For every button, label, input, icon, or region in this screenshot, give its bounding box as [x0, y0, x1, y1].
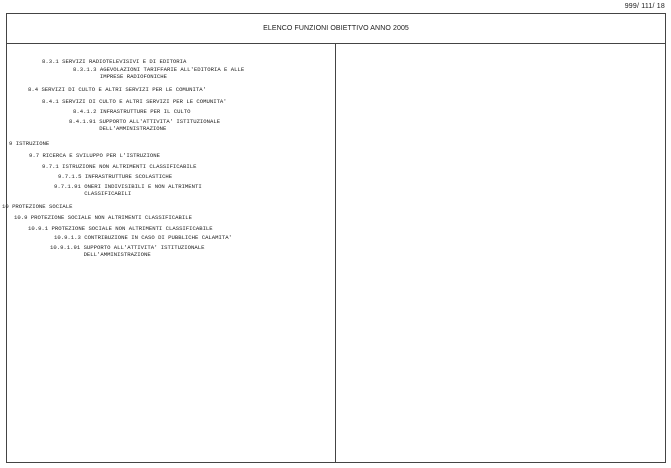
entry-description: ONERI INDIVISIBILI E NON ALTRIMENTI CLASSIFICABILI	[84, 183, 202, 197]
document-frame	[2, 13, 666, 463]
list-item	[73, 108, 191, 115]
entry-description: SUPPORTO ALL'ATTIVITA' ISTITUZIONALE DELL'AMMINISTRAZIONE	[83, 244, 205, 258]
entry-description: SUPPORTO ALL'ATTIVITA' ISTITUZIONALE DELL'AMMINISTRAZIONE	[99, 118, 221, 132]
list-item	[42, 58, 186, 65]
entry-description: INFRASTRUTTURE PER IL CULTO	[99, 108, 191, 115]
entry-description: SERVIZI DI CULTO E ALTRI SERVIZI PER LE COMUNITA'	[41, 86, 206, 93]
list-item	[73, 66, 244, 80]
entry-code: 10	[2, 203, 9, 210]
list-item	[14, 214, 192, 221]
entry-description: PROTEZIONE SOCIALE NON ALTRIMENTI CLASSIFICABILE	[30, 214, 192, 221]
entry-description: SERVIZI RADIOTELEVISIVI E DI EDITORIA	[62, 58, 187, 65]
entry-description: ISTRUZIONE NON ALTRIMENTI CLASSIFICABILE	[62, 163, 197, 170]
list-item	[42, 163, 196, 170]
entry-code: 8.4.1.2	[73, 108, 97, 115]
list-item	[28, 86, 206, 93]
entry-code: 10.9	[14, 214, 28, 221]
title-bar	[7, 14, 665, 44]
list-item	[54, 183, 202, 197]
left-column	[2, 44, 336, 462]
list-item	[50, 244, 204, 258]
entry-code: 9.7	[29, 152, 40, 159]
entry-code: 9.7.1.91	[54, 183, 81, 190]
list-item	[69, 118, 220, 132]
entry-description: RICERCA E SVILUPPO PER L'ISTRUZIONE	[42, 152, 160, 159]
right-column-empty	[336, 44, 665, 462]
page-reference: 999/ 111/ 18	[624, 3, 665, 10]
list-item	[28, 225, 213, 232]
list-item	[58, 173, 172, 180]
entry-code: 10.9.1.3	[54, 234, 81, 241]
list-item	[9, 140, 49, 147]
entry-code: 8.3.1.3	[73, 66, 97, 73]
entry-code: 8.4.1	[42, 98, 59, 105]
entry-code: 10.9.1	[28, 225, 49, 232]
entry-code: 8.3.1	[42, 58, 59, 65]
entry-description: SERVIZI DI CULTO E ALTRI SERVIZI PER LE COMUNITA'	[62, 98, 227, 105]
entry-description: PROTEZIONE SOCIALE NON ALTRIMENTI CLASSIFICABILE	[51, 225, 213, 232]
entry-description: ISTRUZIONE	[15, 140, 50, 147]
entry-code: 8.4	[28, 86, 39, 93]
document-title: ELENCO FUNZIONI OBIETTIVO ANNO 2005	[263, 25, 409, 32]
entry-code: 8.4.1.91	[69, 118, 96, 125]
entry-code: 9.7.1.5	[58, 173, 82, 180]
entry-code: 9	[9, 140, 13, 147]
entry-description: PROTEZIONE SOCIALE	[12, 203, 73, 210]
list-item	[42, 98, 227, 105]
entry-description: CONTRIBUZIONE IN CASO DI PUBBLICHE CALAMITA'	[84, 234, 232, 241]
entry-description: AGEVOLAZIONI TARIFFARIE ALL'EDITORIA E ALLE IMPRESE RADIOFONICHE	[99, 66, 245, 80]
list-item	[29, 152, 160, 159]
entry-code: 10.9.1.91	[50, 244, 81, 251]
list-item	[54, 234, 232, 241]
entry-description: INFRASTRUTTURE SCOLASTICHE	[84, 173, 173, 180]
entry-code: 9.7.1	[42, 163, 59, 170]
list-item	[2, 203, 73, 210]
